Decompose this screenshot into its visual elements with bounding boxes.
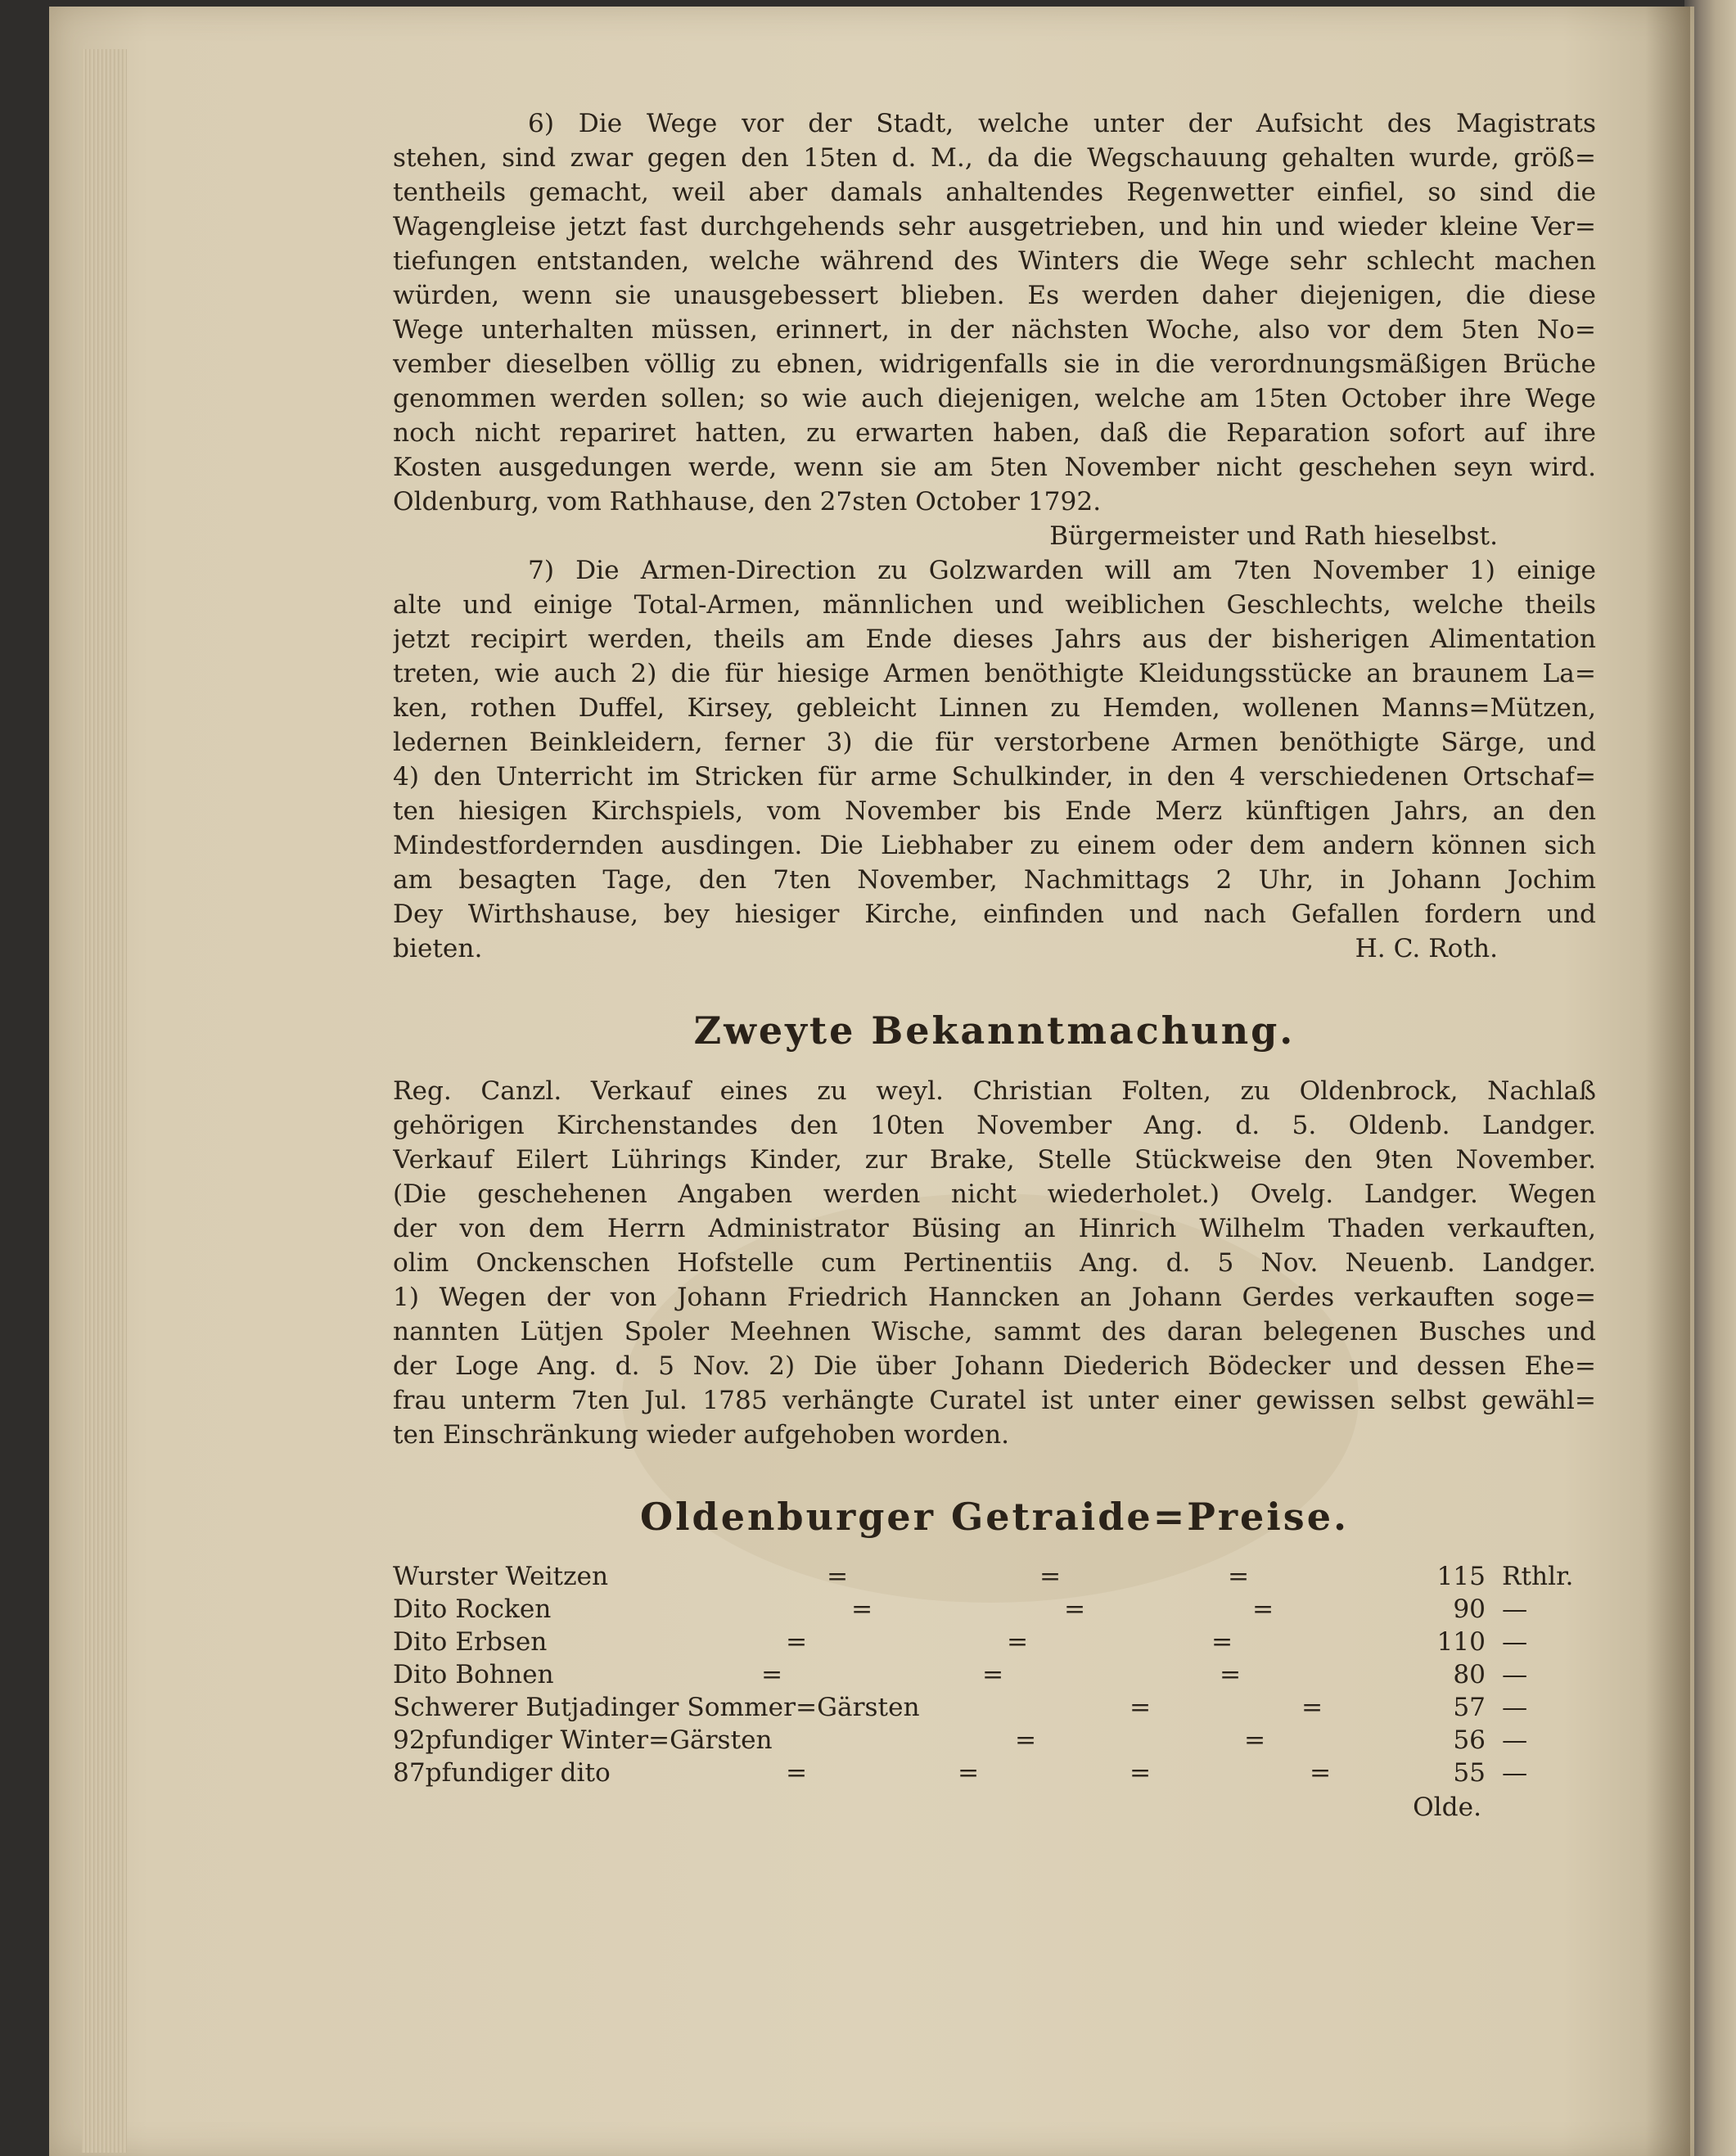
ditto-mark: = — [1228, 1562, 1250, 1591]
ditto-mark: = — [1064, 1594, 1086, 1624]
price-unit: — — [1502, 1660, 1528, 1689]
grain-name: Schwerer Butjadinger Sommer=Gärsten — [393, 1693, 920, 1722]
price-value: 110 — [1436, 1627, 1486, 1657]
ditto-mark: = — [1015, 1725, 1037, 1755]
ditto-mark: = — [1130, 1758, 1152, 1788]
price-value: 56 — [1453, 1725, 1486, 1755]
page-content — [393, 106, 1596, 1824]
text-line: treten, wie auch 2) die für hiesige Armen benöthigte Kleidungsstücke an braunem La= — [393, 659, 1596, 688]
price-unit: — — [1502, 1693, 1528, 1722]
price-value: 57 — [1453, 1693, 1486, 1722]
text-line: Wagengleise jetzt fast durchgehends sehr ausgetrieben, und hin und wieder kleine Ver= — [393, 212, 1596, 241]
text-line: alte und einige Total-Armen, männlichen und weiblichen Geschlechts, welche theils — [393, 590, 1596, 620]
text-line: würden, wenn sie unausgebessert blieben. Es werden daher diejenigen, die diese — [393, 281, 1596, 310]
ditto-mark: = — [1220, 1660, 1242, 1689]
ditto-mark: = — [982, 1660, 1004, 1689]
ditto-mark: = — [786, 1758, 808, 1788]
price-unit: — — [1502, 1627, 1528, 1657]
section-heading-bekanntmachung: Zweyte Bekanntmachung. — [693, 1008, 1296, 1053]
page-edges — [82, 49, 127, 2153]
text-line: 6) Die Wege vor der Stadt, welche unter der Aufsicht des Magistrats — [528, 109, 1596, 138]
price-row — [393, 1593, 1596, 1626]
price-value: 90 — [1453, 1594, 1486, 1624]
text-line: 4) den Unterricht im Stricken für arme Schulkinder, in den 4 verschiedenen Ortschaf= — [393, 762, 1596, 792]
price-unit: — — [1502, 1758, 1528, 1788]
text-line: 7) Die Armen-Direction zu Golzwarden will am 7ten November 1) einige — [528, 556, 1596, 585]
text-line: am besagten Tage, den 7ten November, Nachmittags 2 Uhr, in Johann Jochim — [393, 865, 1596, 895]
text-line: jetzt recipirt werden, theils am Ende dieses Jahrs aus der bisherigen Alimentation — [393, 625, 1596, 654]
price-row — [393, 1757, 1596, 1789]
price-unit: — — [1502, 1725, 1528, 1755]
price-value: 115 — [1436, 1562, 1486, 1591]
text-line: der Loge Ang. d. 5 Nov. 2) Die über Johann Diederich Bödecker und dessen Ehe= — [393, 1351, 1596, 1381]
text-line: ten Einschränkung wieder aufgehoben worden. — [393, 1420, 1010, 1450]
text-line: 1) Wegen der von Johann Friedrich Hanncken an Johann Gerdes verkauften soge= — [393, 1283, 1596, 1312]
text-line: Mindestfordernden ausdingen. Die Liebhaber zu einem oder dem andern können sich — [393, 831, 1596, 860]
section-heading-getraide-preise: Oldenburger Getraide=Preise. — [640, 1495, 1349, 1539]
text-line: stehen, sind zwar gegen den 15ten d. M., da die Wegschauung gehalten wurde, größ= — [393, 143, 1596, 173]
text-line: tentheils gemacht, weil aber damals anhaltendes Regenwetter einfiel, so sind die — [393, 178, 1596, 207]
ditto-mark: = — [1301, 1693, 1323, 1722]
text-line: ken, rothen Duffel, Kirsey, gebleicht Linnen zu Hemden, wollenen Manns=Mützen, — [393, 693, 1596, 723]
gutter-shadow — [1645, 7, 1690, 2156]
grain-name: 87pfundiger dito — [393, 1758, 611, 1788]
text-line: der von dem Herrn Administrator Büsing an Hinrich Wilhelm Thaden verkauften, — [393, 1214, 1596, 1243]
price-list — [393, 1560, 1596, 1789]
ditto-mark: = — [1211, 1627, 1233, 1657]
ditto-mark: = — [1130, 1693, 1152, 1722]
ditto-mark: = — [1007, 1627, 1029, 1657]
ditto-mark: = — [761, 1660, 783, 1689]
ditto-mark: = — [1310, 1758, 1332, 1788]
notice-6-signature: Bürgermeister und Rath hieselbst. — [1049, 521, 1498, 551]
grain-name: Dito Rocken — [393, 1594, 552, 1624]
price-row — [393, 1626, 1596, 1658]
text-line: Dey Wirthshause, bey hiesiger Kirche, einfinden und nach Gefallen fordern und — [393, 900, 1596, 929]
text-line: genommen werden sollen; so wie auch diejenigen, welche am 15ten October ihre Wege — [393, 384, 1596, 413]
ditto-mark: = — [827, 1562, 849, 1591]
ditto-mark: = — [851, 1594, 873, 1624]
text-line: tiefungen entstanden, welche während des Winters die Wege sehr schlecht machen — [393, 246, 1596, 276]
ditto-mark: = — [958, 1758, 980, 1788]
text-line: ten hiesigen Kirchspiels, vom November bis Ende Merz künftigen Jahrs, an den — [393, 796, 1596, 826]
notice-6 — [393, 106, 1596, 519]
text-line: Wege unterhalten müssen, erinnert, in der nächsten Woche, also vor dem 5ten No= — [393, 315, 1596, 345]
price-row — [393, 1724, 1596, 1757]
text-line: noch nicht repariret hatten, zu erwarten haben, daß die Reparation sofort auf ihre — [393, 418, 1596, 448]
text-line: Kosten ausgedungen werde, wenn sie am 5ten November nicht geschehen seyn wird. — [393, 453, 1596, 482]
price-row — [393, 1691, 1596, 1724]
price-unit: — — [1502, 1594, 1528, 1624]
ditto-mark: = — [786, 1627, 808, 1657]
text-line: vember dieselben völlig zu ebnen, widrigenfalls sie in die verordnungsmäßigen Brüche — [393, 350, 1596, 379]
ditto-mark: = — [1039, 1562, 1062, 1591]
price-row — [393, 1560, 1596, 1593]
text-line: olim Onckenschen Hofstelle cum Pertinentiis Ang. d. 5 Nov. Neuenb. Landger. — [393, 1248, 1596, 1278]
ditto-mark: = — [1244, 1725, 1266, 1755]
price-value: 80 — [1453, 1660, 1486, 1689]
text-line: ledernen Beinkleidern, ferner 3) die für verstorbene Armen benöthigte Särge, und — [393, 728, 1596, 757]
text-line: (Die geschehenen Angaben werden nicht wiederholet.) Ovelg. Landger. Wegen — [393, 1179, 1596, 1209]
bekanntmachung-body — [393, 1074, 1596, 1452]
notice-7-last-line — [393, 931, 1596, 966]
notice-7 — [393, 553, 1596, 931]
text-line: Oldenburg, vom Rathhause, den 27sten October 1792. — [393, 487, 1102, 516]
grain-name: Dito Bohnen — [393, 1660, 554, 1689]
text-line: nannten Lütjen Spoler Meehnen Wische, sammt des daran belegenen Busches und — [393, 1317, 1596, 1346]
text-line: Verkauf Eilert Lührings Kinder, zur Brake, Stelle Stückweise den 9ten November. — [393, 1145, 1596, 1175]
text-line: bieten. — [393, 934, 483, 963]
grain-name: Wurster Weitzen — [393, 1562, 609, 1591]
text-line: gehörigen Kirchenstandes den 10ten November Ang. d. 5. Oldenb. Landger. — [393, 1111, 1596, 1140]
price-row — [393, 1658, 1596, 1691]
text-line: frau unterm 7ten Jul. 1785 verhängte Curatel ist unter einer gewissen selbst gewähl= — [393, 1386, 1596, 1415]
grain-name: 92pfundiger Winter=Gärsten — [393, 1725, 773, 1755]
closing-signature: Olde. — [1413, 1793, 1481, 1822]
notice-7-signature: H. C. Roth. — [1355, 934, 1498, 963]
text-line: Reg. Canzl. Verkauf eines zu weyl. Christian Folten, zu Oldenbrock, Nachlaß — [393, 1076, 1596, 1106]
grain-name: Dito Erbsen — [393, 1627, 548, 1657]
price-value: 55 — [1453, 1758, 1486, 1788]
ditto-mark: = — [1252, 1594, 1274, 1624]
price-unit: Rthlr. — [1502, 1562, 1574, 1591]
